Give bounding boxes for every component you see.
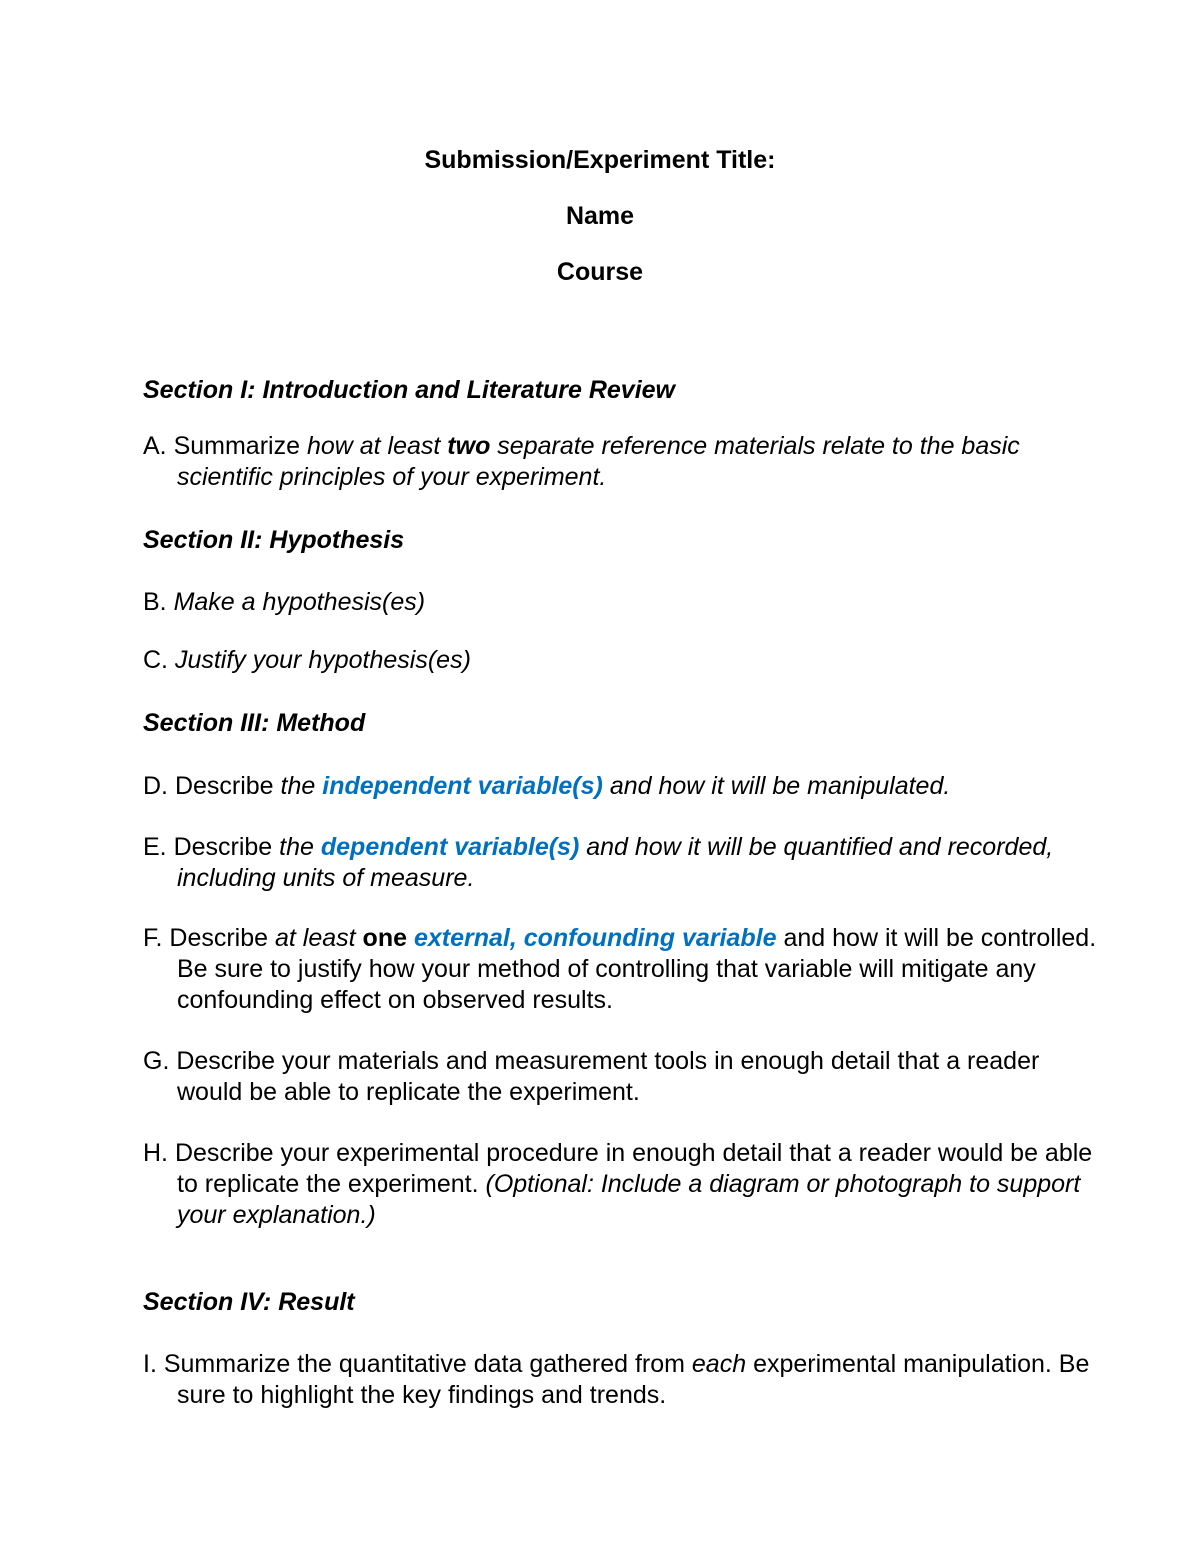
item-d-highlight: independent variable(s)	[322, 772, 603, 800]
item-a-text-2: how at least	[306, 432, 448, 460]
submission-title-heading: Submission/Experiment Title:	[424, 146, 776, 174]
item-a	[143, 431, 1107, 493]
item-e-text-3: and how it will be quantified and recorded, including units of measure.	[177, 833, 1054, 892]
item-c	[143, 645, 1107, 676]
section-4-heading: Section IV: Result	[143, 1288, 355, 1316]
item-f-space	[407, 924, 414, 952]
item-d	[143, 771, 1107, 802]
item-h	[143, 1138, 1107, 1231]
item-f-text-3: and how it will be controlled. Be sure to justify how your method of controlling that variable will mitigate any confounding effect on observed results.	[177, 924, 1097, 1014]
item-d-text-3: and how it will be manipulated.	[602, 772, 951, 800]
item-e-text-1: E. Describe	[143, 833, 280, 861]
section-1-heading: Section I: Introduction and Literature Review	[143, 376, 676, 404]
section-3-heading: Section III: Method	[143, 709, 366, 737]
item-g	[143, 1046, 1107, 1108]
item-e-text-2: the	[279, 833, 321, 861]
item-d-text-1: D. Describe	[143, 772, 281, 800]
item-f-emphasis: one	[362, 924, 407, 952]
section-2-heading: Section II: Hypothesis	[143, 526, 405, 554]
item-i-emphasis: each	[691, 1350, 747, 1378]
item-g-text: G. Describe your materials and measurement tools in enough detail that a reader would be able to replicate the experiment.	[143, 1047, 1040, 1106]
item-i	[143, 1349, 1107, 1411]
name-heading: Name	[565, 202, 635, 230]
item-i-text-1: I. Summarize the quantitative data gathered from	[143, 1350, 692, 1378]
item-c-label: C.	[143, 646, 175, 674]
item-b	[143, 587, 1107, 618]
item-f-text-1: F. Describe	[143, 924, 275, 952]
item-h-optional-note: (Optional: Include a diagram or photograph to support your explanation.)	[177, 1170, 1081, 1229]
course-heading: Course	[556, 258, 644, 286]
item-a-text-3: separate reference materials relate to the basic scientific principles of your experiment.	[177, 432, 1020, 491]
item-d-text-2: the	[280, 772, 323, 800]
item-a-emphasis: two	[447, 432, 491, 460]
item-i-text-2: experimental manipulation. Be sure to highlight the key findings and trends.	[177, 1350, 1090, 1409]
item-b-label: B.	[143, 588, 174, 616]
item-f-highlight: external, confounding variable	[413, 924, 777, 952]
item-h-text-1: H. Describe your experimental procedure in enough detail that a reader would be able to replicate the experiment.	[143, 1139, 1093, 1198]
item-c-text: Justify your hypothesis(es)	[174, 646, 471, 674]
item-e-highlight: dependent variable(s)	[320, 833, 580, 861]
item-f-text-2: at least	[274, 924, 363, 952]
item-f	[143, 923, 1107, 1016]
item-e	[143, 832, 1107, 894]
item-a-text-1: A. Summarize	[143, 432, 307, 460]
item-b-text: Make a hypothesis(es)	[173, 588, 426, 616]
